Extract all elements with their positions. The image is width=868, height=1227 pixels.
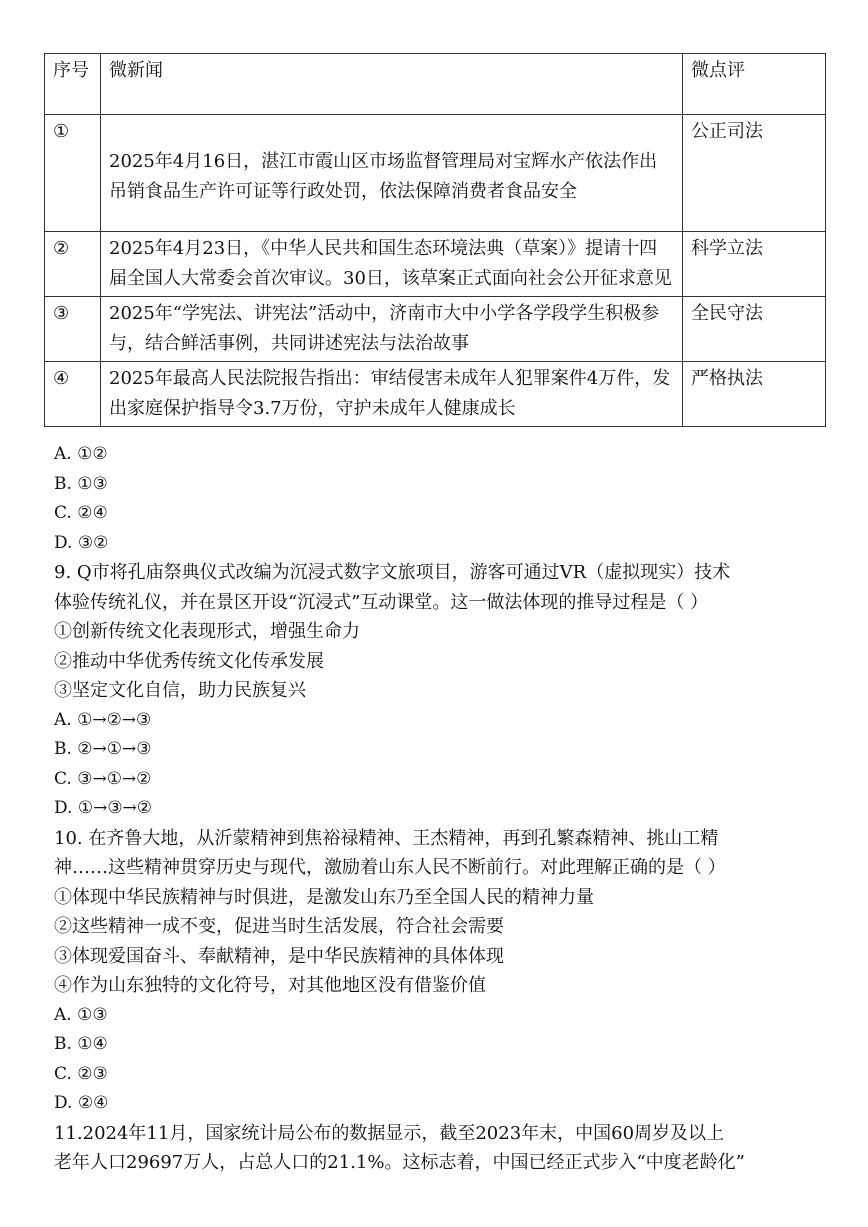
row-news — [101, 115, 683, 232]
q10-item-4: ④作为山东独特的文化符号，对其他地区没有借鉴价值 — [54, 975, 486, 996]
q11-stem-line1: 11.2024年11月，国家统计局公布的数据显示，截至2023年末，中国60周岁及以上 — [54, 1122, 725, 1144]
q9-option-b: B. ②→①→③ — [54, 739, 152, 759]
q10-stem-line1: 10. 在齐鲁大地，从沂蒙精神到焦裕禄精神、王杰精神，再到孔繁森精神、挑山工精 — [54, 827, 719, 849]
q10-item-3: ③体现爱国奋斗、奉献精神，是中华民族精神的具体体现 — [54, 945, 504, 967]
table-row — [45, 362, 826, 427]
row-num: ③ — [45, 297, 101, 362]
q9-stem-line2: 体验传统礼仪，并在景区开设“沉浸式”互动课堂。这一做法体现的推导过程是（ ） — [54, 591, 709, 613]
row-num: ① — [45, 115, 101, 232]
row-comment: 科学立法 — [683, 232, 826, 297]
q8-option-d: D. ③② — [54, 532, 109, 553]
row-news: 2025年“学宪法、讲宪法”活动中，济南市大中小学各学段学生积极参与，结合鲜活事例，共同讲述宪法与法治故事 — [101, 297, 683, 362]
row-comment: 严格执法 — [683, 362, 826, 427]
header-comment: 微点评 — [683, 54, 826, 115]
row-comment: 公正司法 — [683, 115, 826, 232]
q10-option-b: B. ①④ — [54, 1034, 108, 1054]
table-header-row — [45, 54, 826, 115]
table-row — [45, 232, 826, 297]
q9-option-a: A. ①→②→③ — [54, 709, 152, 730]
q10-option-a: A. ①③ — [54, 1004, 108, 1025]
q9-item-2: ②推动中华优秀传统文化传承发展 — [54, 650, 324, 672]
q10-item-1: ①体现中华民族精神与时俱进，是激发山东乃至全国人民的精神力量 — [54, 886, 594, 908]
q10-stem-line2: 神……这些精神贯穿历史与现代，激励着山东人民不断前行。对此理解正确的是（ ） — [54, 857, 726, 878]
table-row — [45, 115, 826, 232]
q9-item-3: ③坚定文化自信，助力民族复兴 — [54, 680, 306, 701]
table-row — [45, 297, 826, 362]
row-num: ④ — [45, 362, 101, 427]
q8-option-c: C. ②④ — [54, 503, 108, 523]
q10-option-c: C. ②③ — [54, 1063, 108, 1084]
q10-option-d: D. ②④ — [54, 1093, 109, 1113]
row-news-text: 2025年4月16日，湛江市霞山区市场监督管理局对宝辉水产依法作出吊销食品生产许可证等行政处罚，依法保障消费者食品安全 — [109, 151, 658, 202]
row-num: ② — [45, 232, 101, 297]
q9-option-d: D. ①→③→② — [54, 798, 153, 818]
row-comment: 全民守法 — [683, 297, 826, 362]
header-num: 序号 — [45, 54, 101, 115]
news-table — [44, 53, 826, 427]
q10-item-2: ②这些精神一成不变，促进当时生活发展，符合社会需要 — [54, 916, 504, 937]
question-body — [54, 440, 834, 1178]
q8-option-a: A. ①② — [54, 444, 108, 464]
header-news: 微新闻 — [101, 54, 683, 115]
row-news: 2025年4月23日，《中华人民共和国生态环境法典（草案）》提请十四届全国人大常委会首次审议。30日，该草案正式面向社会公开征求意见 — [101, 232, 683, 297]
row-news: 2025年最高人民法院报告指出：审结侵害未成年人犯罪案件4万件，发出家庭保护指导令3.7万份，守护未成年人健康成长 — [101, 362, 683, 427]
q11-stem-line2: 老年人口29697万人，占总人口的21.1%。这标志着，中国已经正式步入“中度老龄化” — [54, 1152, 745, 1173]
q8-option-b: B. ①③ — [54, 473, 108, 494]
q9-stem-line1: 9. Q市将孔庙祭典仪式改编为沉浸式数字文旅项目，游客可通过VR（虚拟现实）技术 — [54, 562, 731, 583]
q9-option-c: C. ③→①→② — [54, 768, 152, 789]
q9-item-1: ①创新传统文化表现形式，增强生命力 — [54, 621, 360, 642]
